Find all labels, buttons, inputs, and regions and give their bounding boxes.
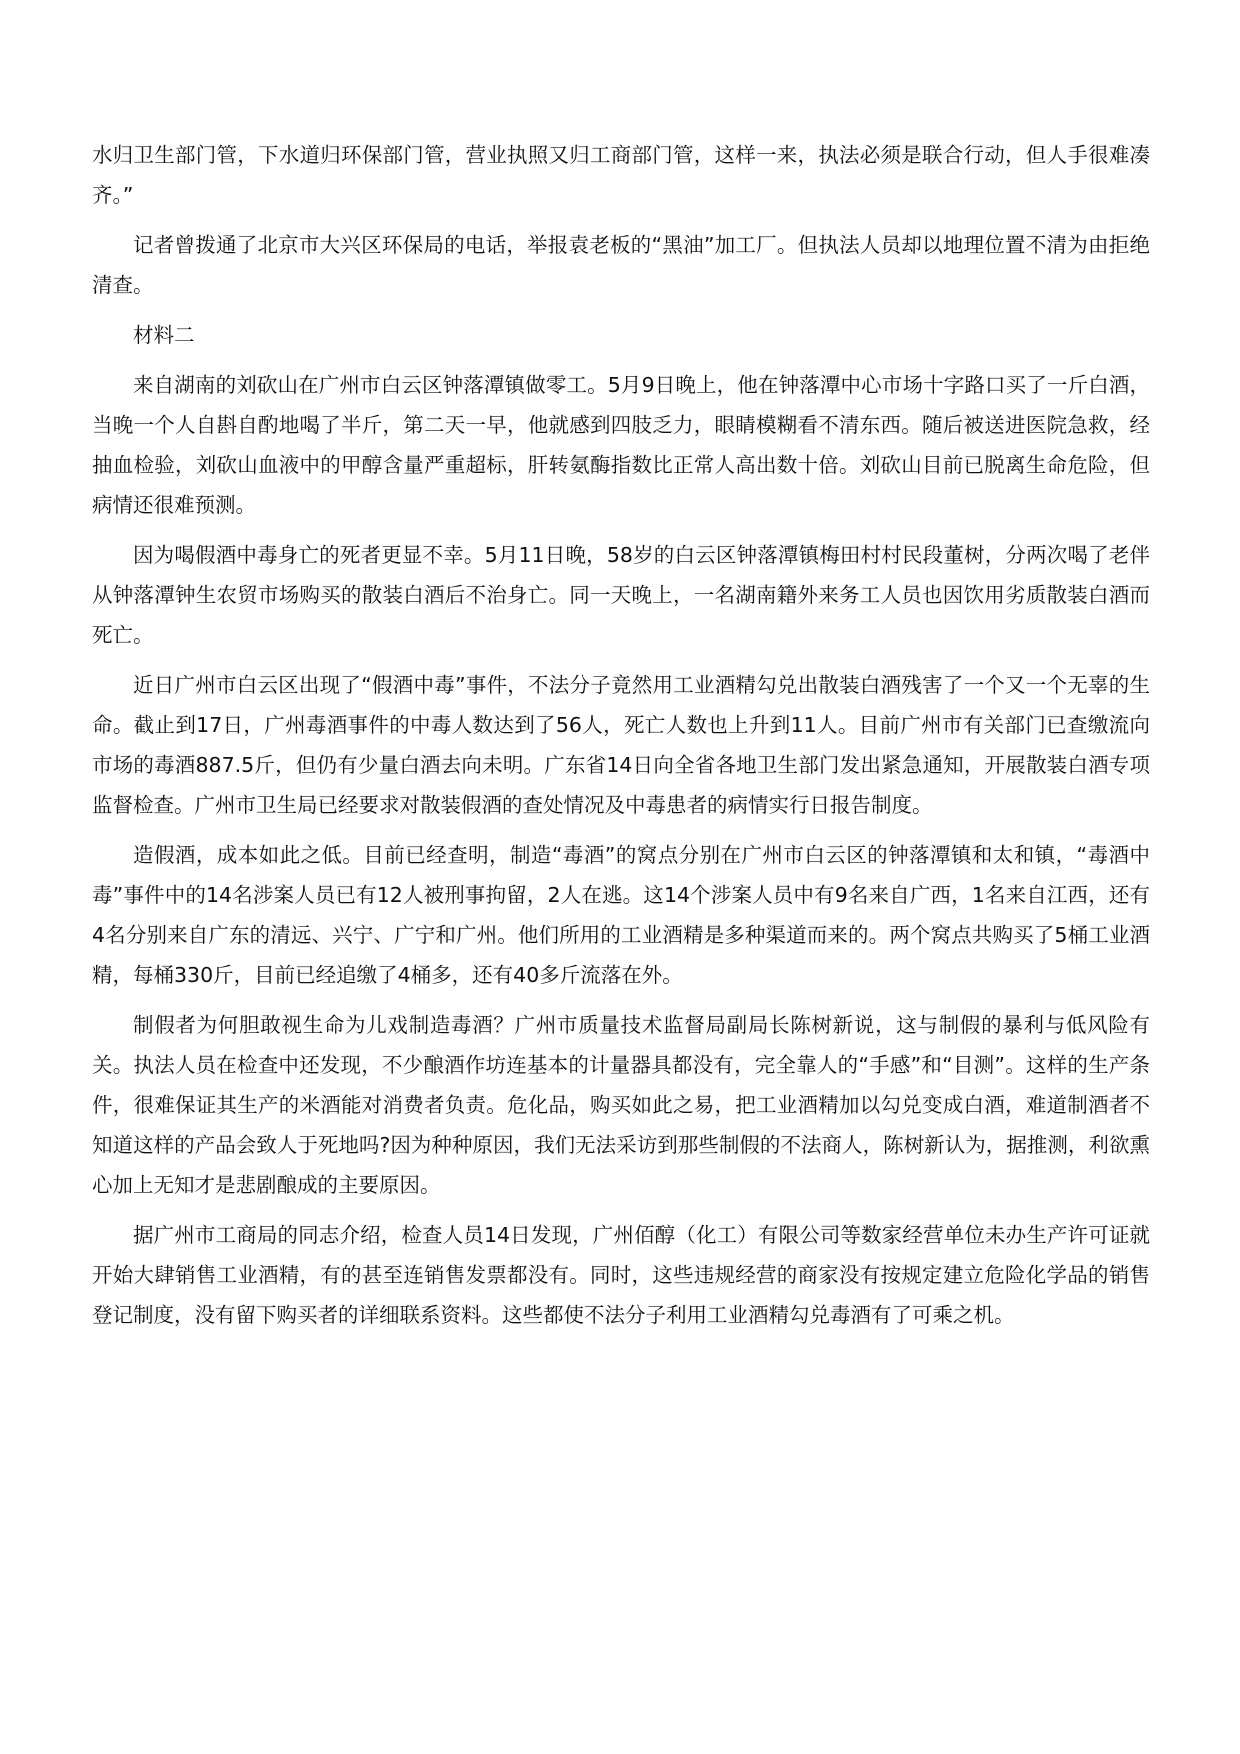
paragraph-deaths: 因为喝假酒中毒身亡的死者更显不幸。5月11日晚，58岁的白云区钟落潭镇梅田村村民段董树，分两次喝了老伴从钟落潭钟生农贸市场购买的散装白酒后不治身亡。同一天晚上，一名湖南籍外来务工人员也因饮用劣质散装白酒而死亡。 <box>92 543 1150 647</box>
paragraph-poisoning-incident: 近日广州市白云区出现了“假酒中毒”事件，不法分子竟然用工业酒精勾兑出散装白酒残害了一个又一个无辜的生命。截止到17日，广州毒酒事件的中毒人数达到了56人，死亡人数也上升到11人。目前广州市有关部门已查缴流向市场的毒酒887.5斤，但仍有少量白酒去向未明。广东省14日向全省各地卫生部门发出紧急通知，开展散装白酒专项监督检查。广州市卫生局已经要求对散装假酒的查处情况及中毒患者的病情实行日报告制度。 <box>92 673 1150 817</box>
paragraph-continued: 水归卫生部门管，下水道归环保部门管，营业执照又归工商部门管，这样一来，执法必须是联合行动，但人手很难凑齐。” <box>92 143 1150 207</box>
paragraph-counterfeit-cost: 造假酒，成本如此之低。目前已经查明，制造“毒酒”的窝点分别在广州市白云区的钟落潭镇和太和镇，“毒酒中毒”事件中的14名涉案人员已有12人被刑事拘留，2人在逃。这14个涉案人员中有9名来自广西，1名来自江西，还有4名分别来自广东的清远、兴宁、广宁和广州。他们所用的工业酒精是多种渠道而来的。两个窝点共购买了5桶工业酒精，每桶330斤，目前已经追缴了4桶多，还有40多斤流落在外。 <box>92 843 1150 987</box>
paragraph-liu-kanshan: 来自湖南的刘砍山在广州市白云区钟落潭镇做零工。5月9日晚上，他在钟落潭中心市场十字路口买了一斤白酒，当晚一个人自斟自酌地喝了半斤，第二天一早，他就感到四肢乏力，眼睛模糊看不清东西。随后被送进医院急救，经抽血检验，刘砍山血液中的甲醇含量严重超标，肝转氨酶指数比正常人高出数十倍。刘砍山目前已脱离生命危险，但病情还很难预测。 <box>92 373 1150 517</box>
paragraph-why-counterfeit: 制假者为何胆敢视生命为儿戏制造毒酒？广州市质量技术监督局副局长陈树新说，这与制假的暴利与低风险有关。执法人员在检查中还发现，不少酿酒作坊连基本的计量器具都没有，完全靠人的“手感”和“目测”。这样的生产条件，很难保证其生产的米酒能对消费者负责。危化品，购买如此之易，把工业酒精加以勾兑变成白酒，难道制酒者不知道这样的产品会致人于死地吗?因为种种原因，我们无法采访到那些制假的不法商人，陈树新认为，据推测，利欲熏心加上无知才是悲剧酿成的主要原因。 <box>92 1013 1150 1197</box>
document-page <box>92 135 1150 1335</box>
section-heading-material-2: 材料二 <box>133 323 195 347</box>
paragraph-business-bureau: 据广州市工商局的同志介绍，检查人员14日发现，广州佰醇（化工）有限公司等数家经营单位未办生产许可证就开始大肆销售工业酒精，有的甚至连销售发票都没有。同时，这些违规经营的商家没有按规定建立危险化学品的销售登记制度，没有留下购买者的详细联系资料。这些都使不法分子利用工业酒精勾兑毒酒有了可乘之机。 <box>92 1223 1150 1327</box>
paragraph-reporter-call: 记者曾拨通了北京市大兴区环保局的电话，举报袁老板的“黑油”加工厂。但执法人员却以地理位置不清为由拒绝清查。 <box>92 233 1150 297</box>
